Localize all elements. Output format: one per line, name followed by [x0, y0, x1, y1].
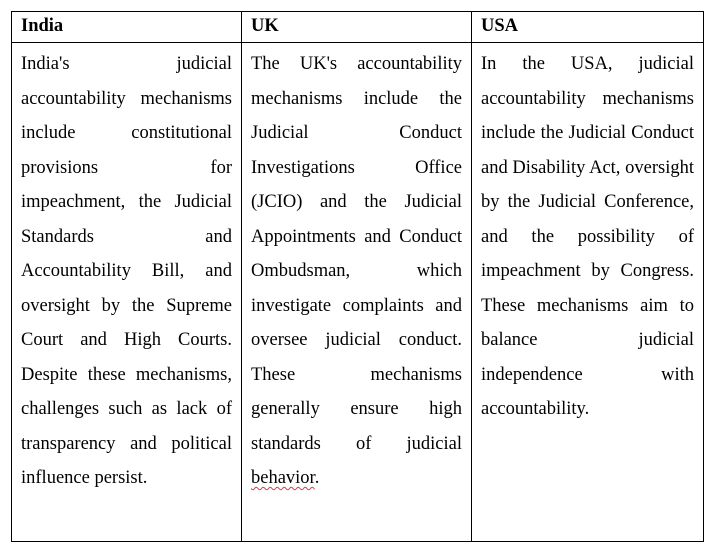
comparison-table [11, 11, 704, 542]
uk-text-end: . [314, 468, 320, 488]
header-usa[interactable]: USA [472, 12, 704, 43]
uk-cell[interactable] [242, 43, 472, 542]
spellcheck-flagged-word[interactable]: behavior [251, 468, 315, 488]
india-cell[interactable]: India's judicial accountability mechanisms include constitutional provisions for impeachment, the Judicial Standards and Accountability Bill, and oversight by the Supreme Court and High Courts. Despite these mechanisms, challenges such as lack of transparency and political influence persist. [12, 43, 242, 542]
content-row [12, 43, 704, 542]
header-row [12, 12, 704, 43]
usa-cell[interactable]: In the USA, judicial accountability mechanisms include the Judicial Conduct and Disability Act, oversight by the Judicial Conference, and the possibility of impeachment by Congress. These mechanisms aim to balance judicial independence with accountability. [472, 43, 704, 542]
uk-text-start: The UK's accountability mechanisms include the Judicial Conduct Investigations Office (JCIO) and the Judicial Appointments and Conduct Ombudsman, which investigate complaints and oversee judicial conduct. These mechanisms generally ensure high standards of judicial [251, 54, 462, 454]
header-india[interactable]: India [12, 12, 242, 43]
header-uk[interactable]: UK [242, 12, 472, 43]
